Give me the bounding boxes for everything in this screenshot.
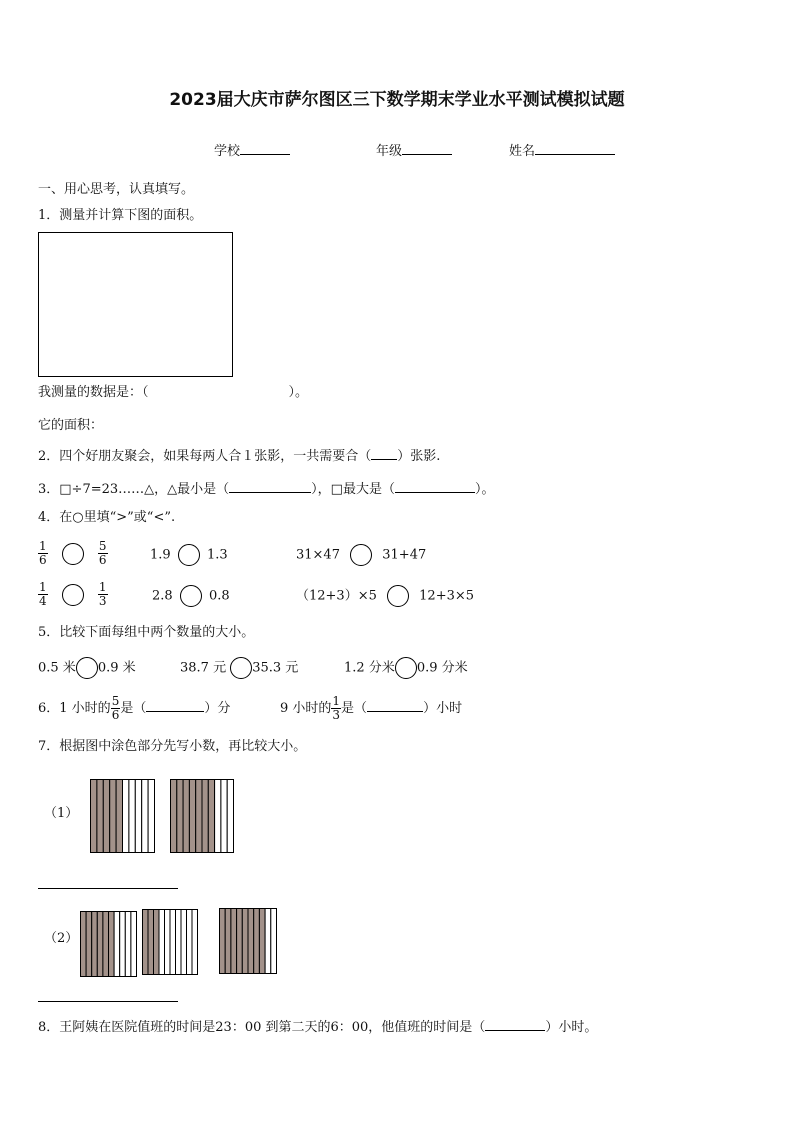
shaded-strip: [237, 909, 243, 974]
value: 1.9: [150, 547, 171, 563]
shaded-strip: [92, 912, 98, 977]
blank-strip: [135, 780, 141, 853]
strip-figure: [219, 908, 276, 974]
value: 31×47: [296, 547, 340, 563]
question-5-pair-1: [38, 657, 136, 680]
compare-circle[interactable]: [395, 657, 417, 679]
shaded-strip: [189, 780, 195, 853]
shaded-strip: [225, 909, 231, 974]
strip-figure: [142, 909, 197, 975]
blank-strip: [159, 910, 165, 975]
question-4-row-1-expr: [296, 544, 426, 567]
blank-strip: [131, 912, 137, 977]
question-3-part-c: ）。: [474, 482, 495, 497]
question-5-pair-2: [180, 657, 298, 680]
shaded-strip: [103, 780, 109, 853]
compare-circle[interactable]: [62, 584, 84, 606]
blank-strip: [129, 780, 135, 853]
question-4-row-2-fractions: [38, 580, 108, 610]
section-heading: 一、用心思考，认真填写。: [38, 182, 195, 197]
shaded-strip: [103, 912, 109, 977]
blank-strip: [123, 780, 129, 853]
text: 是（: [341, 701, 368, 716]
shaded-strip: [116, 780, 122, 853]
value: 38.7 元: [180, 660, 227, 676]
value: 0.9 米: [97, 660, 136, 676]
school-field: [214, 142, 290, 160]
measure-label: 我测量的数据是：（: [38, 385, 149, 400]
shaded-strip: [97, 780, 103, 853]
strip-figure: [90, 779, 154, 853]
value: 31+47: [382, 547, 427, 563]
question-6-blank-1[interactable]: [146, 699, 204, 712]
compare-circle[interactable]: [76, 657, 98, 679]
question-8-blank[interactable]: [485, 1018, 545, 1031]
shaded-strip: [171, 780, 177, 853]
blank-strip: [181, 910, 187, 975]
fraction: $\frac{1}{3}$: [332, 694, 341, 722]
compare-circle[interactable]: [180, 585, 202, 607]
measure-rectangle: [38, 232, 233, 377]
shaded-strip: [110, 780, 116, 853]
question-7-label-1: （1）: [44, 806, 79, 821]
blank-strip: [125, 912, 131, 977]
question-2-blank[interactable]: [371, 447, 397, 460]
question-7-label-2: （2）: [44, 931, 79, 946]
shaded-strip: [202, 780, 208, 853]
text: 6．1 小时的: [38, 701, 111, 716]
blank-strip: [215, 780, 221, 853]
value: 0.8: [208, 588, 230, 604]
shaded-strip: [242, 909, 248, 974]
value: （12+3）×5: [296, 588, 377, 604]
fraction: $\frac{5}{6}$: [111, 694, 120, 722]
compare-circle[interactable]: [350, 544, 372, 566]
question-4-row-2-expr: [296, 585, 474, 608]
question-2-text: 2．四个好朋友聚会，如果每两人合１张影，一共需要合（: [38, 449, 372, 464]
blank-strip: [176, 910, 182, 975]
text: ）分: [204, 701, 231, 716]
question-8-text: 8．王阿姨在医院值班的时间是23：00 到第二天的6：00，他值班的时间是（: [38, 1020, 486, 1035]
shaded-strip: [231, 909, 237, 974]
value: 0.5 米: [38, 660, 76, 676]
shaded-strip: [109, 912, 115, 977]
shaded-strip: [248, 909, 254, 974]
question-1-measure: [38, 385, 308, 401]
shaded-strip: [208, 780, 214, 853]
blank-strip: [187, 910, 193, 975]
strip-figure: [80, 911, 136, 977]
answer-line-2[interactable]: [38, 1001, 178, 1002]
shaded-strip: [177, 780, 183, 853]
blank-strip: [114, 912, 120, 977]
blank-strip: [227, 780, 233, 853]
question-3-part-b: ），□最大是（: [311, 482, 395, 497]
value: 1.2 分米: [344, 660, 395, 676]
shaded-strip: [196, 780, 202, 853]
fraction: $\frac{1}{3}$: [98, 580, 107, 608]
blank-strip: [148, 780, 154, 853]
question-3-blank-2[interactable]: [395, 480, 475, 493]
blank-strip: [265, 909, 271, 974]
question-5-pair-3: [344, 657, 468, 680]
question-7-stem: 7．根据图中涂色部分先写小数，再比较大小。: [38, 739, 307, 754]
question-3-blank-1[interactable]: [229, 480, 311, 493]
name-label: 姓名: [509, 144, 536, 159]
measure-close: ）。: [288, 385, 309, 400]
question-6-blank-2[interactable]: [367, 699, 423, 712]
blank-strip: [221, 780, 227, 853]
grade-blank[interactable]: [402, 142, 452, 155]
compare-circle[interactable]: [387, 585, 409, 607]
blank-strip: [192, 910, 198, 975]
answer-line-1[interactable]: [38, 888, 178, 889]
value: 35.3 元: [252, 660, 299, 676]
question-4-stem: 4．在○里填“>”或“<”.: [38, 510, 176, 525]
shaded-strip: [220, 909, 226, 974]
question-2-end: ）张影.: [397, 449, 441, 464]
shaded-strip: [259, 909, 265, 974]
question-4-row-2-decimals: [152, 585, 230, 608]
question-3: [38, 480, 494, 498]
blank-strip: [170, 910, 176, 975]
question-5-stem: 5．比较下面每组中两个数量的大小。: [38, 625, 255, 640]
fraction: $\frac{5}{6}$: [98, 539, 107, 567]
text: 9 小时的: [280, 701, 332, 716]
question-4-row-1-decimals: [150, 544, 228, 567]
grade-label: 年级: [376, 144, 403, 159]
school-blank[interactable]: [240, 142, 290, 155]
value: 12+3×5: [419, 588, 475, 604]
question-1-area: 它的面积：: [38, 418, 104, 433]
shaded-strip: [81, 912, 87, 977]
blank-strip: [120, 912, 126, 977]
shaded-strip: [183, 780, 189, 853]
blank-strip: [165, 910, 171, 975]
shaded-strip: [154, 910, 160, 975]
fraction: $\frac{1}{4}$: [39, 580, 47, 608]
strip-figure: [170, 779, 233, 853]
question-8: [38, 1018, 597, 1036]
shaded-strip: [97, 912, 103, 977]
shaded-strip: [148, 910, 154, 975]
shaded-strip: [91, 780, 97, 853]
blank-strip: [271, 909, 277, 974]
text: 是（: [120, 701, 147, 716]
text: ）小时: [423, 701, 463, 716]
question-2: [38, 447, 440, 465]
question-3-part-a: 3．□÷7=23……△，△最小是（: [38, 482, 230, 497]
grade-field: [376, 142, 452, 160]
name-blank[interactable]: [535, 142, 615, 155]
compare-circle[interactable]: [178, 544, 200, 566]
compare-circle[interactable]: [230, 657, 252, 679]
page-title: 2023届大庆市萨尔图区三下数学期末学业水平测试模拟试题: [169, 90, 625, 110]
question-8-end: ）小时。: [545, 1020, 598, 1035]
shaded-strip: [254, 909, 260, 974]
value: 2.8: [152, 588, 173, 604]
question-1-stem: 1．测量并计算下图的面积。: [38, 208, 203, 223]
shaded-strip: [143, 910, 149, 975]
question-4-row-1-fractions: [38, 539, 108, 569]
question-6-part-2: [280, 692, 462, 726]
question-6-part-1: [38, 692, 230, 726]
value: 0.9 分米: [416, 660, 468, 676]
compare-circle[interactable]: [62, 543, 84, 565]
school-label: 学校: [214, 144, 241, 159]
shaded-strip: [86, 912, 92, 977]
name-field: [509, 142, 615, 160]
blank-strip: [142, 780, 148, 853]
fraction: $\frac{1}{6}$: [39, 539, 47, 567]
value: 1.3: [206, 547, 228, 563]
